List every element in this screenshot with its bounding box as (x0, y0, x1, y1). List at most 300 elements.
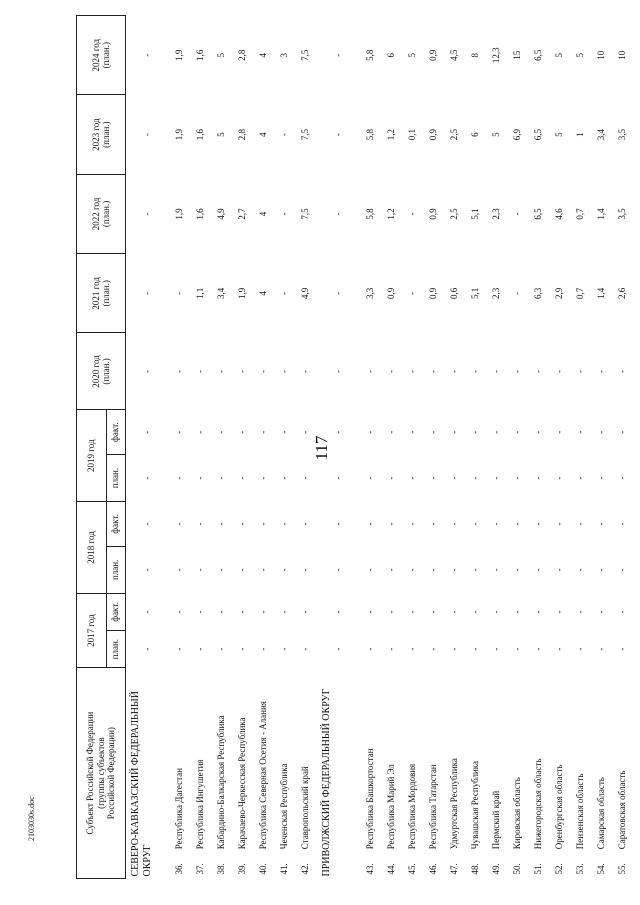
row-value-cell: 1,6 (195, 129, 206, 141)
row-subject-name: Республика Дагестан (174, 768, 185, 850)
header-year-2024-line2: (план.) (101, 42, 111, 69)
row-value-cell: - (332, 647, 343, 651)
row-value-cell: - (449, 430, 460, 434)
table-row (275, 16, 296, 879)
row-value-cell: 4 (258, 132, 269, 137)
row-value-cell: - (386, 522, 397, 526)
row-value-cell: 5,1 (470, 208, 481, 220)
table-row (571, 16, 592, 879)
row-subject-name: Оренбургская область (554, 764, 565, 850)
row-number: 54. (596, 863, 607, 875)
row-subject-name: Республика Ингушетия (195, 759, 206, 850)
row-value-cell: - (195, 430, 206, 434)
row-value-cell: 6,5 (533, 49, 544, 61)
table-row (170, 16, 191, 879)
row-value-cell: - (174, 291, 185, 295)
row-value-cell: 1,2 (386, 208, 397, 220)
row-value-cell: - (237, 522, 248, 526)
row-value-cell: 5,8 (365, 49, 376, 61)
row-value-cell: - (449, 610, 460, 614)
row-value-cell: - (279, 430, 290, 434)
row-value-cell: - (428, 476, 439, 480)
row-value-cell: 5 (216, 132, 227, 137)
row-value-cell: - (174, 430, 185, 434)
row-value-cell: - (216, 430, 227, 434)
row-value-cell: - (332, 133, 343, 137)
header-year-2023-line1: 2023 год (90, 118, 101, 151)
table-header (77, 16, 126, 879)
row-subject-name: Кабардино-Балкарская Республика (216, 715, 227, 850)
row-value-cell: 3,4 (216, 287, 227, 299)
header-year-2022-line2: (план.) (101, 200, 111, 228)
row-value-cell: 2,5 (449, 129, 460, 141)
table-row (487, 16, 508, 879)
row-subject-name: Республика Северная Осетия - Алания (258, 701, 269, 850)
row-subject-name: Удмуртская Республика (449, 758, 460, 850)
row-value-cell: - (300, 647, 311, 651)
row-subject-name: Пермский край (491, 790, 502, 850)
header-2017-plan: план. (107, 631, 126, 668)
row-subject-name: Карачаево-Черкесская Республика (237, 717, 248, 850)
row-value-cell: - (575, 522, 586, 526)
row-value-cell: - (449, 369, 460, 373)
header-year-2020-line1: 2020 год (90, 355, 101, 388)
row-value-cell: 3,3 (365, 287, 376, 299)
table-row (361, 16, 382, 879)
row-value-cell: - (365, 522, 376, 526)
row-value-cell: - (195, 522, 206, 526)
header-year-2024 (77, 16, 126, 95)
row-value-cell: - (279, 610, 290, 614)
row-value-cell: - (279, 522, 290, 526)
row-value-cell: 6,3 (533, 287, 544, 299)
row-value-cell: 5,1 (470, 287, 481, 299)
row-value-cell: 3,4 (596, 129, 607, 141)
row-value-cell: - (512, 291, 523, 295)
row-subject-name: СЕВЕРО-КАВКАЗСКИЙ ФЕДЕРАЛЬНЫЙ ОКРУГ (130, 691, 153, 877)
row-value-cell: - (512, 610, 523, 614)
row-value-cell: - (195, 568, 206, 572)
row-value-cell: - (407, 430, 418, 434)
header-year-2021-line2: (план.) (101, 280, 111, 307)
row-value-cell: 1 (575, 132, 586, 137)
row-value-cell: 4,5 (449, 49, 460, 61)
row-value-cell: - (554, 476, 565, 480)
table-row (191, 16, 212, 879)
header-year-2020 (77, 333, 126, 410)
table-row (466, 16, 487, 879)
row-number: 48. (470, 863, 481, 875)
row-value-cell: - (512, 430, 523, 434)
row-value-cell: - (386, 369, 397, 373)
row-value-cell: 1,4 (596, 208, 607, 220)
row-value-cell: - (258, 610, 269, 614)
row-value-cell: - (575, 369, 586, 373)
row-value-cell: - (365, 610, 376, 614)
row-value-cell: - (575, 647, 586, 651)
row-value-cell: 3 (279, 52, 290, 58)
row-value-cell: - (512, 476, 523, 480)
row-subject-name: Кировская область (512, 777, 523, 850)
row-value-cell: - (216, 610, 227, 614)
row-subject-name: Республика Татарстан (428, 764, 439, 850)
row-value-cell: - (596, 522, 607, 526)
row-value-cell: - (533, 610, 544, 614)
row-value-cell: - (365, 430, 376, 434)
row-value-cell: 0,1 (407, 129, 418, 141)
row-value-cell: - (216, 369, 227, 373)
table-row (212, 16, 233, 879)
row-value-cell: - (596, 476, 607, 480)
header-2019-fact: факт. (107, 410, 126, 455)
row-value-cell: - (596, 369, 607, 373)
row-value-cell: 1,9 (174, 49, 185, 61)
row-value-cell: - (279, 568, 290, 572)
row-value-cell: - (470, 476, 481, 480)
row-value-cell: - (332, 291, 343, 295)
row-value-cell: 0,7 (575, 287, 586, 299)
row-subject-name: Республика Мордовия (407, 763, 418, 850)
row-value-cell: - (174, 522, 185, 526)
row-value-cell: - (428, 610, 439, 614)
row-value-cell: 12,3 (491, 47, 502, 64)
row-value-cell: - (428, 568, 439, 572)
row-value-cell: - (428, 369, 439, 373)
row-value-cell: - (300, 369, 311, 373)
row-value-cell: - (174, 476, 185, 480)
row-value-cell: - (141, 212, 152, 216)
row-value-cell: 2,7 (237, 208, 248, 220)
row-value-cell: 5,8 (365, 208, 376, 220)
row-value-cell: - (575, 568, 586, 572)
row-value-cell: - (237, 610, 248, 614)
row-value-cell: 5 (554, 52, 565, 58)
row-value-cell: - (141, 610, 152, 614)
row-value-cell: - (141, 522, 152, 526)
row-value-cell: - (195, 476, 206, 480)
row-value-cell: - (533, 369, 544, 373)
row-value-cell: - (596, 647, 607, 651)
row-value-cell: - (407, 369, 418, 373)
row-value-cell: - (279, 647, 290, 651)
row-number: 46. (428, 863, 439, 875)
row-value-cell: 4,9 (216, 208, 227, 220)
row-value-cell: - (533, 647, 544, 651)
header-subject-line1: Субъект Российской Федерации (84, 711, 95, 835)
row-value-cell: - (554, 522, 565, 526)
row-value-cell: 5 (575, 52, 586, 58)
row-value-cell: - (596, 610, 607, 614)
row-value-cell: - (300, 610, 311, 614)
row-value-cell: - (300, 430, 311, 434)
row-value-cell: 1,9 (237, 287, 248, 299)
row-value-cell: - (300, 568, 311, 572)
header-2018-fact: факт. (107, 502, 126, 547)
row-value-cell: - (237, 369, 248, 373)
row-value-cell: - (141, 476, 152, 480)
row-value-cell: 6 (386, 52, 397, 58)
row-value-cell: - (470, 647, 481, 651)
row-value-cell: 2,5 (449, 208, 460, 220)
row-number: 37. (195, 863, 206, 875)
row-number: 53. (575, 863, 586, 875)
row-value-cell: - (386, 430, 397, 434)
row-value-cell: - (407, 291, 418, 295)
row-value-cell: - (533, 522, 544, 526)
row-value-cell: - (258, 430, 269, 434)
row-value-cell: - (332, 369, 343, 373)
row-value-cell: - (554, 369, 565, 373)
row-number: 51. (533, 863, 544, 875)
header-subject (77, 668, 126, 879)
row-value-cell: - (617, 476, 628, 480)
table-row (613, 16, 634, 879)
row-value-cell: 1,6 (195, 49, 206, 61)
row-subject-name: Самарская область (596, 777, 607, 850)
row-value-cell: - (216, 647, 227, 651)
row-value-cell: - (174, 369, 185, 373)
row-value-cell: - (533, 430, 544, 434)
row-value-cell: - (279, 369, 290, 373)
row-value-cell: 4,9 (300, 287, 311, 299)
row-value-cell: 5 (554, 132, 565, 137)
row-value-cell: - (470, 522, 481, 526)
row-subject-name: Чувашская Республика (470, 761, 481, 850)
row-value-cell: - (491, 522, 502, 526)
row-value-cell: - (407, 212, 418, 216)
table-row (403, 16, 424, 879)
row-value-cell: - (195, 647, 206, 651)
table-row (233, 16, 254, 879)
row-value-cell: - (617, 522, 628, 526)
row-value-cell: - (554, 568, 565, 572)
row-value-cell: - (141, 568, 152, 572)
row-value-cell: 5 (491, 132, 502, 137)
row-value-cell: - (575, 476, 586, 480)
header-year-2019: 2019 год (77, 410, 107, 502)
row-value-cell: 3,5 (617, 129, 628, 141)
row-value-cell: - (575, 610, 586, 614)
row-value-cell: - (216, 476, 227, 480)
row-value-cell: - (195, 369, 206, 373)
data-table (76, 15, 634, 879)
row-subject-name: Ставропольский край (300, 766, 311, 850)
row-value-cell: 7,5 (300, 49, 311, 61)
table-row (592, 16, 613, 879)
row-value-cell: 4 (258, 291, 269, 296)
row-value-cell: - (279, 212, 290, 216)
row-value-cell: 4,6 (554, 208, 565, 220)
table-row (529, 16, 550, 879)
row-value-cell: - (407, 568, 418, 572)
row-value-cell: - (470, 568, 481, 572)
header-year-2024-line1: 2024 год (90, 38, 101, 72)
row-value-cell: - (470, 430, 481, 434)
row-value-cell: - (237, 568, 248, 572)
row-value-cell: - (512, 647, 523, 651)
region-row (126, 16, 170, 879)
row-value-cell: - (449, 522, 460, 526)
row-value-cell: - (449, 647, 460, 651)
row-value-cell: 10 (617, 50, 628, 60)
row-value-cell: - (141, 647, 152, 651)
row-value-cell: - (279, 476, 290, 480)
row-number: 47. (449, 863, 460, 875)
row-value-cell: 6,5 (533, 129, 544, 141)
header-year-2018: 2018 год (77, 502, 107, 594)
row-value-cell: - (554, 430, 565, 434)
row-value-cell: - (300, 476, 311, 480)
row-value-cell: - (237, 647, 248, 651)
row-subject-name: Чеченская Республика (279, 763, 290, 850)
row-value-cell: - (491, 610, 502, 614)
row-number: 44. (386, 863, 397, 875)
row-value-cell: 15 (512, 50, 523, 60)
row-value-cell: - (617, 369, 628, 373)
row-value-cell: - (533, 476, 544, 480)
row-value-cell: 5,8 (365, 129, 376, 141)
row-value-cell: - (407, 610, 418, 614)
row-value-cell: - (512, 212, 523, 216)
row-value-cell: - (554, 647, 565, 651)
region-row (317, 16, 361, 879)
row-value-cell: 3,5 (617, 208, 628, 220)
row-subject-name: Республика Марий Эл (386, 764, 397, 850)
row-value-cell: - (407, 647, 418, 651)
row-value-cell: - (617, 430, 628, 434)
table-row (424, 16, 445, 879)
header-year-2022-line1: 2022 год (90, 197, 101, 231)
row-number: 40. (258, 863, 269, 875)
row-value-cell: - (141, 430, 152, 434)
row-value-cell: - (365, 369, 376, 373)
row-value-cell: - (258, 568, 269, 572)
row-value-cell: - (141, 53, 152, 57)
row-value-cell: - (332, 53, 343, 57)
row-value-cell: - (512, 568, 523, 572)
row-value-cell: - (512, 369, 523, 373)
row-number: 36. (174, 863, 185, 875)
row-value-cell: - (332, 610, 343, 614)
row-value-cell: - (174, 568, 185, 572)
row-value-cell: - (174, 610, 185, 614)
row-value-cell: 6,9 (512, 129, 523, 141)
row-value-cell: - (332, 476, 343, 480)
row-value-cell: - (596, 568, 607, 572)
row-value-cell: 0,9 (428, 287, 439, 299)
row-value-cell: - (596, 430, 607, 434)
row-value-cell: - (617, 610, 628, 614)
row-value-cell: - (216, 522, 227, 526)
row-value-cell: - (386, 610, 397, 614)
row-value-cell: - (258, 369, 269, 373)
table-row (296, 16, 317, 879)
row-value-cell: - (491, 568, 502, 572)
row-value-cell: - (332, 212, 343, 216)
header-year-2022 (77, 174, 126, 253)
row-number: 42. (300, 863, 311, 875)
row-value-cell: - (407, 522, 418, 526)
row-value-cell: 1,1 (195, 287, 206, 299)
header-subject-line3: Российской Федерации) (106, 727, 117, 820)
header-2017-fact: факт. (107, 593, 126, 630)
row-value-cell: - (195, 610, 206, 614)
row-value-cell: 10 (596, 50, 607, 60)
row-subject-name: Пензенская область (575, 773, 586, 850)
row-value-cell: - (365, 647, 376, 651)
row-value-cell: - (237, 476, 248, 480)
row-value-cell: - (449, 568, 460, 572)
row-value-cell: - (332, 522, 343, 526)
row-number: 39. (237, 863, 248, 875)
row-value-cell: 5 (216, 52, 227, 58)
row-value-cell: - (554, 610, 565, 614)
row-value-cell: - (237, 430, 248, 434)
table-row (254, 16, 275, 879)
row-value-cell: - (575, 430, 586, 434)
row-value-cell: - (258, 522, 269, 526)
row-number: 45. (407, 863, 418, 875)
row-value-cell: - (332, 568, 343, 572)
row-value-cell: - (428, 647, 439, 651)
row-number: 41. (279, 863, 290, 875)
row-value-cell: - (428, 522, 439, 526)
row-value-cell: 2,8 (237, 49, 248, 61)
header-2019-plan: план. (107, 455, 126, 502)
row-number: 50. (512, 863, 523, 875)
row-value-cell: - (491, 476, 502, 480)
row-value-cell: 0,9 (386, 287, 397, 299)
row-value-cell: 1,2 (386, 129, 397, 141)
row-value-cell: - (365, 476, 376, 480)
row-value-cell: 2,3 (491, 287, 502, 299)
row-value-cell: 1,9 (174, 208, 185, 220)
row-value-cell: 1,6 (195, 208, 206, 220)
row-value-cell: 6,5 (533, 208, 544, 220)
row-value-cell: 0,6 (449, 287, 460, 299)
table-body (126, 16, 634, 879)
row-value-cell: 7,5 (300, 129, 311, 141)
row-value-cell: 0,9 (428, 129, 439, 141)
row-value-cell: - (491, 369, 502, 373)
table-row (550, 16, 571, 879)
row-value-cell: 7,5 (300, 208, 311, 220)
row-value-cell: - (407, 476, 418, 480)
footer-file-code: 2103030s.doc (27, 796, 36, 841)
row-value-cell: 2,3 (491, 208, 502, 220)
header-year-2023 (77, 95, 126, 174)
row-value-cell: - (174, 647, 185, 651)
row-value-cell: - (386, 568, 397, 572)
row-value-cell: - (491, 647, 502, 651)
row-subject-name: Саратовская область (617, 770, 628, 850)
row-value-cell: 0,9 (428, 49, 439, 61)
row-value-cell: - (386, 647, 397, 651)
row-value-cell: - (332, 430, 343, 434)
row-value-cell: 1,9 (174, 129, 185, 141)
row-value-cell: 6 (470, 132, 481, 137)
rotated-table-container (76, 15, 626, 879)
row-value-cell: - (617, 568, 628, 572)
row-subject-name: Республика Башкортостан (365, 748, 376, 850)
row-value-cell: - (365, 568, 376, 572)
row-value-cell: 1,4 (596, 287, 607, 299)
row-value-cell: 0,7 (575, 208, 586, 220)
table-row (445, 16, 466, 879)
header-year-2021 (77, 254, 126, 333)
row-value-cell: 5 (407, 52, 418, 58)
row-value-cell: 4 (258, 211, 269, 217)
